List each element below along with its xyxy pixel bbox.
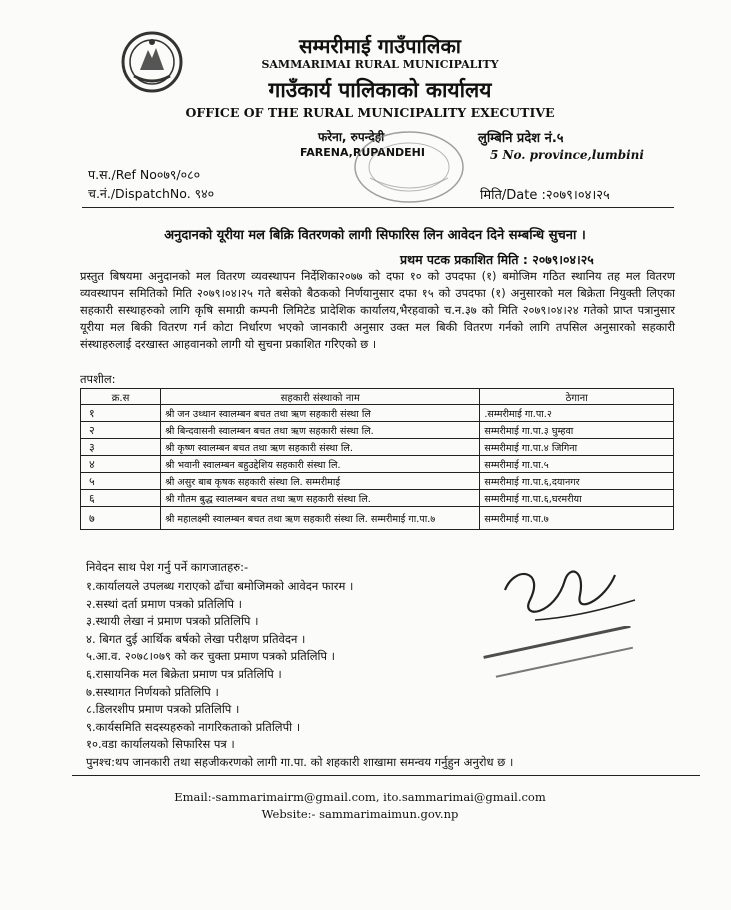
table-row	[81, 473, 674, 490]
row-name: श्री महालक्ष्मी स्वालम्बन बचत तथा ऋण सहकारी संस्था लि. सम्मरीमाई गा.पा.७	[161, 507, 480, 530]
address-np: फरेना, रुपन्देही	[318, 130, 385, 144]
header-divider	[82, 207, 674, 208]
postscript-note: पुनश्च:थप जानकारी तथा सहजीकरणको लागी गा.पा. को शहकारी शाखामा समन्वय गर्नुहुन अनुरोध छ ।	[86, 754, 514, 769]
header-serial: क्र.स	[81, 389, 161, 405]
row-address: सम्मरीमाई गा.पा.६,दयानगर	[480, 473, 674, 490]
document-item: १०.वडा कार्यालयको सिफारिस पत्र ।	[86, 737, 235, 752]
header-name: सहकारी संस्थाको नाम	[161, 389, 480, 405]
office-stamp	[350, 128, 468, 206]
row-serial: ६	[81, 490, 161, 507]
footer-email: Email:-sammarimairm@gmail.com, ito.sammarimai@gmail.com	[174, 790, 546, 804]
document-item: ४. बिगत दुई आर्थिक बर्षको लेखा परीक्षण प्रतिवेदन ।	[86, 631, 306, 646]
row-address: सम्मरीमाई गा.पा.३ घुम्हवा	[480, 422, 674, 439]
table-header-row	[81, 389, 674, 405]
row-address: सम्मरीमाई गा.पा.५	[480, 456, 674, 473]
header-address: ठेगाना	[480, 389, 674, 405]
document-item: १.कार्यालयले उपलब्ध गराएको ढाँचा बमोजिमको आवेदन फारम ।	[86, 579, 354, 593]
footer-website: Website:- sammarimaimun.gov.np	[261, 807, 459, 821]
municipality-title-np: सम्मरीमाई गाउँपालिका	[299, 34, 461, 58]
row-serial: ५	[81, 473, 161, 490]
documents-list	[86, 578, 513, 772]
footer-divider	[72, 775, 700, 776]
row-name: श्री गौतम बुद्ध स्वालम्बन बचत तथा ऋण सहकारी संस्था लि.	[161, 490, 480, 507]
row-name: श्री असुर बाब कृषक सहकारी संस्था लि. सम्मरीमाई	[161, 473, 480, 490]
row-name: श्री भवानी स्वालम्बन बहुउद्देशिय सहकारी संस्था लि.	[161, 456, 480, 473]
document-item: ७.सस्थागत निर्णयको प्रतिलिपि ।	[86, 684, 219, 699]
document-item: २.सस्थां दर्ता प्रमाण पत्रको प्रतिलिपि ।	[86, 596, 243, 611]
row-serial: २	[81, 422, 161, 439]
row-name: श्री जन उथ्थान स्वालम्बन बचत तथा ऋण सहकारी संस्था लि	[161, 405, 480, 422]
notice-body: प्रस्तुत बिषयमा अनुदानको मल वितरण व्यवस्थापन निर्देशिका२०७७ को दफा १० को उपदफा (१) बमोजिम गठित स्थानिय तह मल वितरण व्यवस्थापन समितिको मिति २०७९।०४।२५ गते बसेको बैठकको निर्णयानुसार दफा १५ को उपदफा (१) अनुसारको मल बिक्रेता नियुक्ती लिएका सहकारी सस्थाहरुको लागि कृषि समाग्री कम्पनी लिमिटेड प्रादेशिक कार्यालय,भैरहवाको च.न.३७ को मिति २०७९।०४।२४ गतेको प्राप्त पत्रानुसार यूरीया मल बिकी वितरण गर्न कोटा निर्धारण भएको जानकारी अनुसार उक्त मल बिकी वितरण गर्नको लागि तपसिल अनुसारको सहकारी संस्थाहरुलाई दरखास्त आहवानको लागी यो सुचना प्रकाशित गरिएको छ ।	[80, 269, 675, 351]
row-name: श्री कृष्ण स्वालम्बन बचत तथा ऋण सहकारी संस्था लि.	[161, 439, 480, 456]
notice-subject: अनुदानको यूरीया मल बिक्रि वितरणको लागी सिफारिस लिन आवेदन दिने सम्बन्धि सुचना ।	[164, 228, 586, 243]
table-row	[81, 456, 674, 473]
document-item: ३.स्थायी लेखा नं प्रमाण पत्रको प्रतिलिपि ।	[86, 614, 259, 629]
row-serial: ७	[81, 507, 161, 530]
province-np: लुम्बिनि प्रदेश नं.५	[478, 131, 564, 146]
table-row	[81, 490, 674, 507]
table-row	[81, 422, 674, 439]
dispatch-number: च.नं./DispatchNo. ९४०	[88, 186, 215, 201]
document-item: ६.रासायनिक मल बिक्रेता प्रमाण पत्र प्रतिलिपि ।	[86, 666, 282, 681]
first-published-date: प्रथम पटक प्रकाशित मिति : २०७९।०४।२५	[400, 252, 594, 267]
table-row	[81, 405, 674, 422]
document-item: ८.डिलरशीप प्रमाण पत्रको प्रतिलिपि ।	[86, 702, 240, 717]
details-label: तपशील:	[80, 372, 116, 386]
row-serial: ३	[81, 439, 161, 456]
row-address: सम्मरीमाई गा.पा.६,घरमरीया	[480, 490, 674, 507]
office-title-en: OFFICE OF THE RURAL MUNICIPALITY EXECUTIVE	[185, 105, 555, 120]
row-address: .सम्मरीमाई गा.पा.२	[480, 405, 674, 422]
table-row	[81, 439, 674, 456]
row-name: श्री बिन्दवासनी स्वालम्बन बचत तथा ऋण सहकारी संस्था लि.	[161, 422, 480, 439]
row-serial: ४	[81, 456, 161, 473]
reference-number: प.स./Ref No०७९/०८०	[88, 167, 201, 182]
municipality-title-en: SAMMARIMAI RURAL MUNICIPALITY	[261, 58, 499, 71]
row-address: सम्मरीमाई गा.पा.४ जिगिना	[480, 439, 674, 456]
province-en: 5 No. province,lumbini	[490, 148, 644, 162]
row-serial: १	[81, 405, 161, 422]
document-item: ५.आ.व. २०७८।०७९ को कर चुक्ता प्रमाण पत्रको प्रतिलिपि ।	[86, 649, 336, 664]
table-row	[81, 507, 674, 530]
nepal-emblem-logo	[120, 30, 184, 94]
row-address: सम्मरीमाई गा.पा.७	[480, 507, 674, 530]
cooperative-table	[80, 388, 674, 530]
signatory-name-stamp	[465, 626, 655, 686]
office-title-np: गाउँकार्य पालिकाको कार्यालय	[268, 78, 492, 102]
document-item: ९.कार्यसमिति सदस्यहरुको नागरिकताको प्रतिलिपी ।	[86, 719, 301, 734]
address-en: FARENA,RUPANDEHI	[300, 146, 425, 159]
documents-title: निवेदन साथ पेश गर्नु पर्ने कागजातहरु:-	[86, 560, 249, 574]
letter-date: मिति/Date :२०७९।०४।२५	[480, 188, 610, 203]
